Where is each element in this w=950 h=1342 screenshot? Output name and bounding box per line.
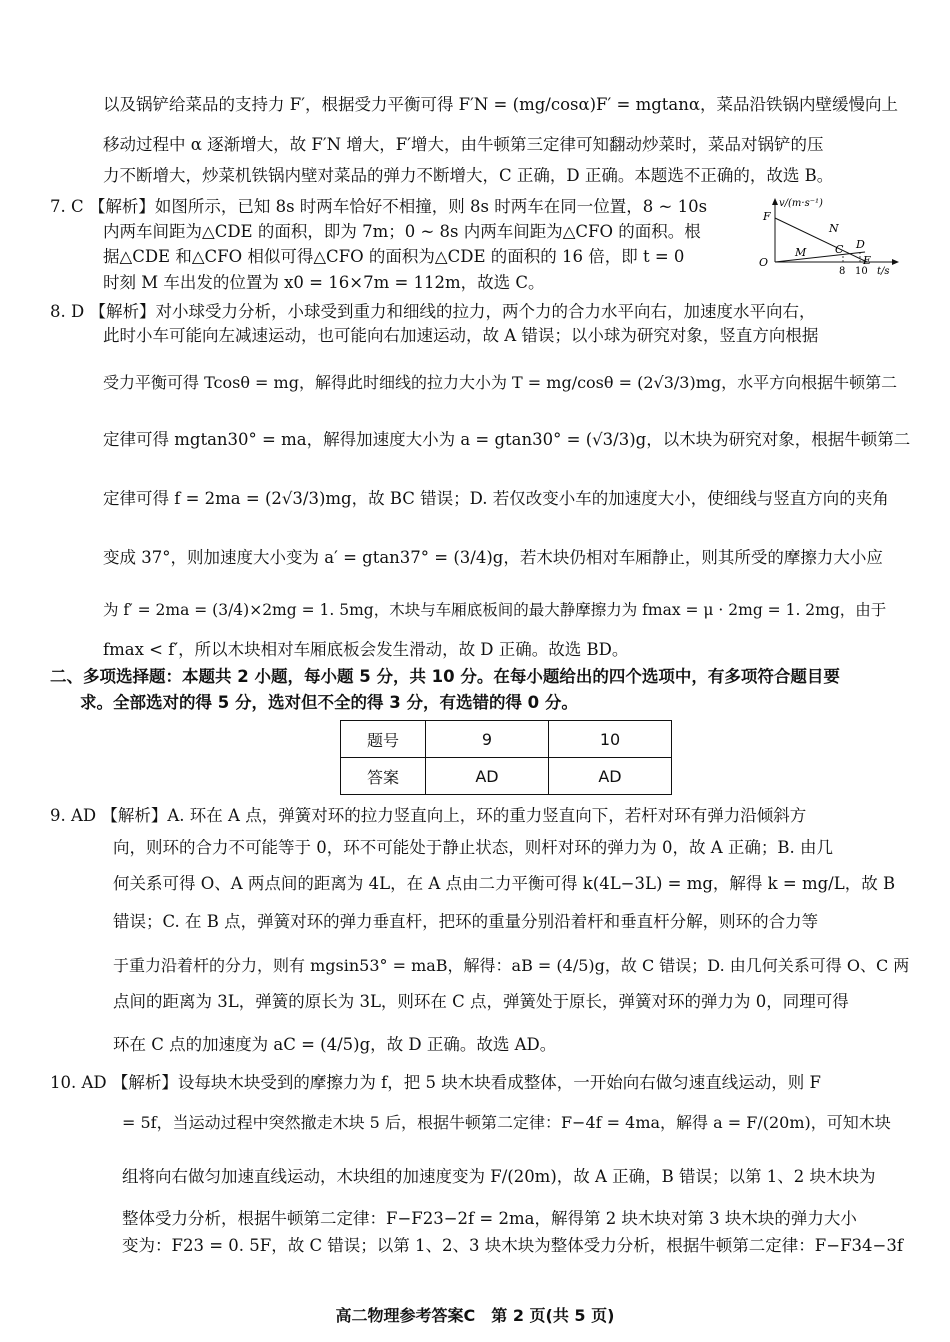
graph-tick-10: 10: [855, 266, 868, 277]
graph-point-E: E: [863, 254, 872, 267]
graph-point-N: N: [829, 222, 839, 235]
text-line: fmax < f′，所以木块相对车厢底板会发生滑动，故 D 正确。故选 BD。: [103, 640, 629, 659]
text-line: 9. AD 【解析】A. 环在 A 点，弹簧对环的拉力竖直向上，环的重力竖直向下，若杆对环有弹力沿倾斜方: [50, 806, 807, 825]
text-line: 向，则环的合力不可能等于 0，环不可能处于静止状态，则杆对环的弹力为 0，故 A 正确；B. 由几: [113, 838, 834, 857]
graph-tick-8: 8: [839, 266, 846, 277]
text-line: 力不断增大，炒菜机铁锅内壁对菜品的弹力不断增大，C 正确，D 正确。本题选不正确的，故选 B。: [103, 166, 834, 185]
text-line: 定律可得 mgtan30° = ma，解得加速度大小为 a = gtan30° = (√3/3)g，以木块为研究对象，根据牛顿第二: [103, 430, 911, 449]
text-line: 此时小车可能向左减速运动，也可能向右加速运动，故 A 错误；以小球为研究对象，竖直方向根据: [103, 326, 819, 345]
text-line: = 5f，当运动过程中突然撤走木块 5 后，根据牛顿第二定律：F−4f = 4ma，解得 a = F/(20m)，可知木块: [122, 1113, 891, 1132]
text-line: 7. C 【解析】如图所示，已知 8s 时两车恰好不相撞，则 8s 时两车在同一位置，8 ~ 10s: [50, 197, 708, 216]
section-heading: 二、多项选择题：本题共 2 小题，每小题 5 分，共 10 分。在每小题给出的四个选项中，有多项符合题目要: [50, 667, 840, 686]
table-cell: 9: [426, 721, 549, 758]
text-line: 错误；C. 在 B 点，弹簧对环的弹力垂直杆，把环的重量分别沿着杆和垂直杆分解，则环的合力等: [113, 912, 819, 931]
text-line: 于重力沿着杆的分力，则有 mgsin53° = maB，解得：aB = (4/5)g，故 C 错误；D. 由几何关系可得 O、C 两: [113, 956, 910, 975]
section-heading: 求。全部选对的得 5 分，选对但不全的得 3 分，有选错的得 0 分。: [80, 693, 578, 712]
text-line: 内两车间距为△CDE 的面积，即为 7m；0 ~ 8s 内两车间距为△CFO 的面积。根: [103, 222, 701, 241]
text-line: 为 f′ = 2ma = (3/4)×2mg = 1. 5mg，木块与车厢底板间的最大静摩擦力为 fmax = μ · 2mg = 1. 2mg，由于: [103, 601, 887, 619]
text-line: 何关系可得 O、A 两点间的距离为 4L，在 A 点由二力平衡可得 k(4L−3L) = mg，解得 k = mg/L，故 B: [113, 874, 896, 893]
table-cell: AD: [426, 758, 549, 795]
text-line: 10. AD 【解析】设每块木块受到的摩擦力为 f，把 5 块木块看成整体，一开始向右做匀速直线运动，则 F: [50, 1073, 821, 1092]
table-row: [341, 758, 672, 795]
graph-point-O: O: [759, 256, 769, 269]
text-line: 环在 C 点的加速度为 aC = (4/5)g，故 D 正确。故选 AD。: [113, 1035, 557, 1054]
text-line: 以及锅铲给菜品的支持力 F′，根据受力平衡可得 F′N = (mg/cosα)F′ = mgtanα，菜品沿铁锅内壁缓慢向上: [103, 95, 899, 114]
graph-point-F: F: [763, 210, 771, 223]
table-cell: AD: [549, 758, 672, 795]
graph-y-label: v/(m·s⁻¹): [779, 198, 823, 209]
graph-point-D: D: [856, 238, 865, 251]
page-footer: 高二物理参考答案C 第 2 页(共 5 页): [335, 1306, 615, 1325]
table-cell: 答案: [341, 758, 426, 795]
text-line: 变成 37°，则加速度大小变为 a′ = gtan37° = (3/4)g，若木块仍相对车厢静止，则其所受的摩擦力大小应: [103, 548, 883, 567]
graph-x-label: t/s: [877, 266, 890, 277]
text-line: 时刻 M 车出发的位置为 x0 = 16×7m = 112m，故选 C。: [103, 273, 545, 292]
table-cell: 10: [549, 721, 672, 758]
text-line: 移动过程中 α 逐渐增大，故 F′N 增大，F′增大，由牛顿第三定律可知翻动炒菜时，菜品对锅铲的压: [103, 135, 824, 154]
answer-table: [340, 720, 672, 795]
table-cell: 题号: [341, 721, 426, 758]
text-line: 受力平衡可得 Tcosθ = mg，解得此时细线的拉力大小为 T = mg/cosθ = (2√3/3)mg，水平方向根据牛顿第二: [103, 373, 898, 392]
graph-point-C: C: [835, 243, 844, 256]
text-line: 点间的距离为 3L，弹簧的原长为 3L，则环在 C 点，弹簧处于原长，弹簧对环的弹力为 0，同理可得: [113, 992, 849, 1011]
text-line: 据△CDE 和△CFO 相似可得△CFO 的面积为△CDE 的面积的 16 倍，即 t = 0: [103, 247, 685, 266]
table-row: [341, 721, 672, 758]
text-line: 定律可得 f = 2ma = (2√3/3)mg，故 BC 错误；D. 若仅改变小车的加速度大小，使细线与竖直方向的夹角: [103, 489, 889, 508]
text-line: 8. D 【解析】对小球受力分析，小球受到重力和细线的拉力，两个力的合力水平向右，加速度水平向右，: [50, 302, 816, 321]
text-line: 变为：F23 = 0. 5F，故 C 错误；以第 1、2、3 块木块为整体受力分析，根据牛顿第二定律：F−F34−3f: [122, 1236, 903, 1255]
graph-point-M: M: [795, 246, 807, 259]
velocity-time-graph: [755, 196, 900, 277]
text-line: 组将向右做匀加速直线运动，木块组的加速度变为 F/(20m)，故 A 正确，B 错误；以第 1、2 块木块为: [122, 1167, 876, 1186]
text-line: 整体受力分析，根据牛顿第二定律：F−F23−2f = 2ma，解得第 2 块木块对第 3 块木块的弹力大小: [122, 1209, 857, 1228]
